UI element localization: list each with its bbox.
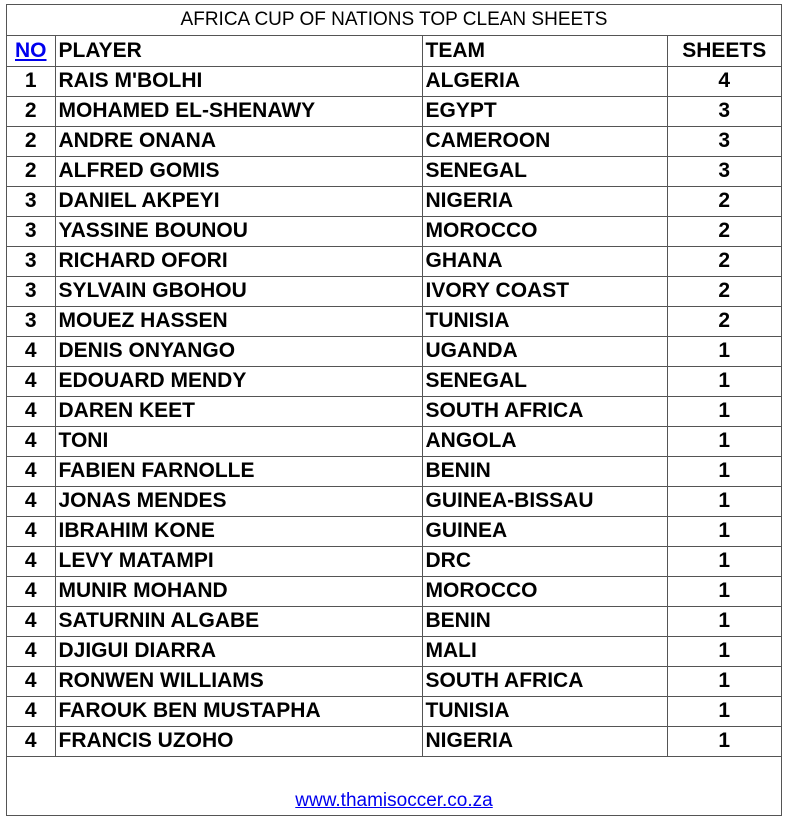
cell-sheets: 1 bbox=[667, 636, 781, 666]
cell-team: GUINEA bbox=[422, 516, 667, 546]
cell-team: UGANDA bbox=[422, 336, 667, 366]
cell-no: 4 bbox=[7, 576, 55, 606]
cell-sheets: 1 bbox=[667, 396, 781, 426]
table-row bbox=[7, 636, 781, 666]
table-row bbox=[7, 276, 781, 306]
clean-sheets-table bbox=[7, 36, 781, 757]
table-row bbox=[7, 66, 781, 96]
table-row bbox=[7, 456, 781, 486]
cell-player: DJIGUI DIARRA bbox=[55, 636, 422, 666]
cell-player: MUNIR MOHAND bbox=[55, 576, 422, 606]
table-row bbox=[7, 306, 781, 336]
cell-sheets: 1 bbox=[667, 606, 781, 636]
cell-player: TONI bbox=[55, 426, 422, 456]
table-row bbox=[7, 126, 781, 156]
cell-no: 3 bbox=[7, 216, 55, 246]
cell-team: IVORY COAST bbox=[422, 276, 667, 306]
table-row bbox=[7, 366, 781, 396]
cell-no: 2 bbox=[7, 126, 55, 156]
no-header-link[interactable]: NO bbox=[15, 38, 47, 62]
cell-sheets: 1 bbox=[667, 426, 781, 456]
cell-team: SENEGAL bbox=[422, 156, 667, 186]
table-row bbox=[7, 696, 781, 726]
cell-sheets: 1 bbox=[667, 576, 781, 606]
cell-player: RICHARD OFORI bbox=[55, 246, 422, 276]
cell-player: FRANCIS UZOHO bbox=[55, 726, 422, 756]
cell-team: SENEGAL bbox=[422, 366, 667, 396]
table-row bbox=[7, 576, 781, 606]
cell-team: NIGERIA bbox=[422, 726, 667, 756]
cell-team: CAMEROON bbox=[422, 126, 667, 156]
cell-sheets: 2 bbox=[667, 276, 781, 306]
cell-sheets: 2 bbox=[667, 306, 781, 336]
cell-no: 3 bbox=[7, 246, 55, 276]
cell-player: DAREN KEET bbox=[55, 396, 422, 426]
cell-no: 4 bbox=[7, 606, 55, 636]
table-row bbox=[7, 486, 781, 516]
table-row bbox=[7, 516, 781, 546]
clean-sheets-table-sheet bbox=[6, 4, 782, 816]
cell-player: ALFRED GOMIS bbox=[55, 156, 422, 186]
cell-no: 4 bbox=[7, 426, 55, 456]
cell-player: SATURNIN ALGABE bbox=[55, 606, 422, 636]
table-row bbox=[7, 606, 781, 636]
cell-sheets: 1 bbox=[667, 666, 781, 696]
cell-no: 4 bbox=[7, 366, 55, 396]
column-header-no[interactable] bbox=[7, 36, 55, 66]
column-header-player: PLAYER bbox=[55, 36, 422, 66]
table-row bbox=[7, 426, 781, 456]
cell-sheets: 1 bbox=[667, 696, 781, 726]
cell-team: SOUTH AFRICA bbox=[422, 396, 667, 426]
table-row bbox=[7, 216, 781, 246]
cell-player: JONAS MENDES bbox=[55, 486, 422, 516]
website-link[interactable]: www.thamisoccer.co.za bbox=[295, 790, 493, 811]
cell-sheets: 2 bbox=[667, 216, 781, 246]
cell-player: DANIEL AKPEYI bbox=[55, 186, 422, 216]
cell-no: 2 bbox=[7, 156, 55, 186]
cell-player: EDOUARD MENDY bbox=[55, 366, 422, 396]
cell-team: ANGOLA bbox=[422, 426, 667, 456]
cell-no: 4 bbox=[7, 456, 55, 486]
table-title: AFRICA CUP OF NATIONS TOP CLEAN SHEETS bbox=[7, 5, 781, 36]
cell-player: MOHAMED EL-SHENAWY bbox=[55, 96, 422, 126]
cell-player: ANDRE ONANA bbox=[55, 126, 422, 156]
column-header-team: TEAM bbox=[422, 36, 667, 66]
table-row bbox=[7, 246, 781, 276]
cell-team: SOUTH AFRICA bbox=[422, 666, 667, 696]
table-row bbox=[7, 96, 781, 126]
table-row bbox=[7, 546, 781, 576]
cell-no: 4 bbox=[7, 726, 55, 756]
cell-team: MALI bbox=[422, 636, 667, 666]
cell-no: 4 bbox=[7, 516, 55, 546]
cell-team: TUNISIA bbox=[422, 696, 667, 726]
cell-no: 1 bbox=[7, 66, 55, 96]
cell-no: 4 bbox=[7, 636, 55, 666]
cell-no: 3 bbox=[7, 306, 55, 336]
cell-no: 3 bbox=[7, 276, 55, 306]
cell-no: 4 bbox=[7, 336, 55, 366]
cell-player: LEVY MATAMPI bbox=[55, 546, 422, 576]
cell-team: GUINEA-BISSAU bbox=[422, 486, 667, 516]
cell-team: EGYPT bbox=[422, 96, 667, 126]
cell-team: GHANA bbox=[422, 246, 667, 276]
cell-no: 4 bbox=[7, 546, 55, 576]
cell-team: MOROCCO bbox=[422, 576, 667, 606]
cell-sheets: 2 bbox=[667, 246, 781, 276]
cell-no: 4 bbox=[7, 666, 55, 696]
table-row bbox=[7, 156, 781, 186]
column-header-sheets: SHEETS bbox=[667, 36, 781, 66]
cell-sheets: 1 bbox=[667, 486, 781, 516]
cell-player: RAIS M'BOLHI bbox=[55, 66, 422, 96]
cell-player: FABIEN FARNOLLE bbox=[55, 456, 422, 486]
table-row bbox=[7, 726, 781, 756]
cell-sheets: 1 bbox=[667, 336, 781, 366]
cell-no: 4 bbox=[7, 396, 55, 426]
cell-team: DRC bbox=[422, 546, 667, 576]
cell-player: SYLVAIN GBOHOU bbox=[55, 276, 422, 306]
cell-sheets: 1 bbox=[667, 456, 781, 486]
cell-player: IBRAHIM KONE bbox=[55, 516, 422, 546]
cell-no: 3 bbox=[7, 186, 55, 216]
cell-sheets: 3 bbox=[667, 156, 781, 186]
cell-no: 2 bbox=[7, 96, 55, 126]
cell-player: MOUEZ HASSEN bbox=[55, 306, 422, 336]
cell-team: BENIN bbox=[422, 456, 667, 486]
cell-player: DENIS ONYANGO bbox=[55, 336, 422, 366]
table-row bbox=[7, 666, 781, 696]
cell-no: 4 bbox=[7, 486, 55, 516]
header-row bbox=[7, 36, 781, 66]
cell-team: MOROCCO bbox=[422, 216, 667, 246]
footer bbox=[7, 786, 781, 815]
table-row bbox=[7, 396, 781, 426]
table-row bbox=[7, 336, 781, 366]
cell-team: NIGERIA bbox=[422, 186, 667, 216]
cell-team: BENIN bbox=[422, 606, 667, 636]
cell-player: FAROUK BEN MUSTAPHA bbox=[55, 696, 422, 726]
cell-player: RONWEN WILLIAMS bbox=[55, 666, 422, 696]
cell-player: YASSINE BOUNOU bbox=[55, 216, 422, 246]
cell-sheets: 1 bbox=[667, 366, 781, 396]
cell-sheets: 3 bbox=[667, 126, 781, 156]
cell-sheets: 3 bbox=[667, 96, 781, 126]
cell-sheets: 1 bbox=[667, 516, 781, 546]
cell-sheets: 1 bbox=[667, 726, 781, 756]
cell-sheets: 2 bbox=[667, 186, 781, 216]
table-row bbox=[7, 186, 781, 216]
cell-team: TUNISIA bbox=[422, 306, 667, 336]
cell-sheets: 1 bbox=[667, 546, 781, 576]
cell-no: 4 bbox=[7, 696, 55, 726]
cell-sheets: 4 bbox=[667, 66, 781, 96]
cell-team: ALGERIA bbox=[422, 66, 667, 96]
